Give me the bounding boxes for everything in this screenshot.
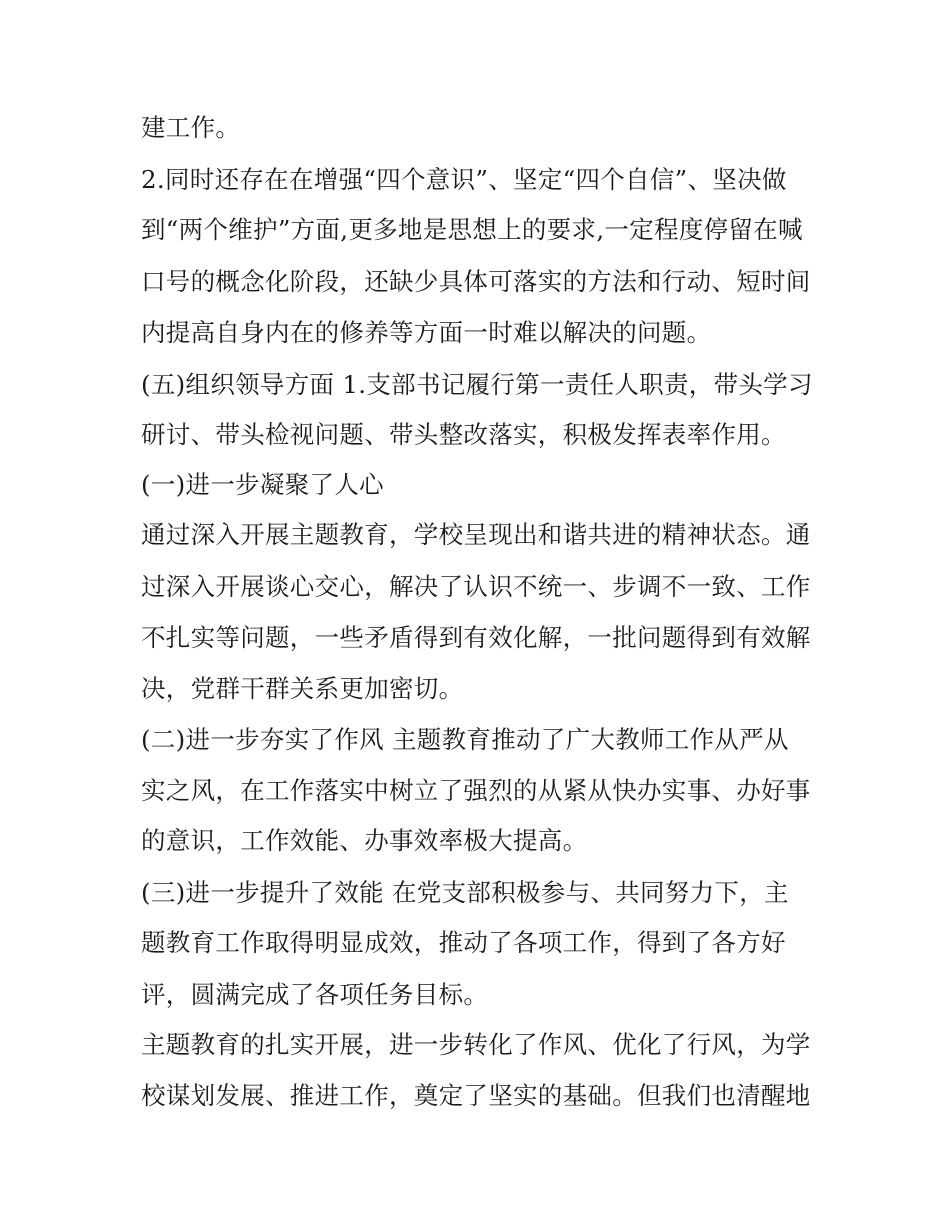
text-line: 到“两个维护”方面,更多地是思想上的要求,一定程度停留在喊	[141, 215, 803, 244]
text-line: 校谋划发展、推进工作，奠定了坚实的基础。但我们也清醒地	[141, 1081, 811, 1110]
text-line: 建工作。	[141, 113, 241, 142]
text-line: 的意识，工作效能、办事效率极大提高。	[141, 826, 588, 855]
text-line: 2.同时还存在在增强“四个意识”、坚定“四个自信”、坚决做	[141, 165, 787, 194]
text-line: 评，圆满完成了各项任务目标。	[141, 980, 489, 1009]
text-line: 过深入开展谈心交心，解决了认识不统一、步调不一致、工作	[141, 572, 811, 601]
text-line: 决，党群干群关系更加密切。	[141, 674, 464, 703]
text-line: 不扎实等问题，一些矛盾得到有效化解，一批问题得到有效解	[141, 623, 811, 652]
text-line: 研讨、带头检视问题、带头整改落实，积极发挥表率作用。	[141, 420, 786, 449]
text-line: 通过深入开展主题教育，学校呈现出和谐共进的精神状态。通	[141, 520, 811, 549]
text-line: 主题教育的扎实开展，进一步转化了作风、优化了行风，为学	[141, 1030, 811, 1059]
text-line: (三)进一步提升了效能 在党支部积极参与、共同努力下，主	[141, 878, 789, 907]
text-line: (二)进一步夯实了作风 主题教育推动了广大教师工作从严从	[141, 725, 789, 754]
text-line: 实之风，在工作落实中树立了强烈的从紧从快办实事、办好事	[141, 776, 811, 805]
text-line: 题教育工作取得明显成效，推动了各项工作，得到了各方好	[141, 928, 786, 957]
text-line: (一)进一步凝聚了人心	[141, 470, 384, 499]
text-line: 口号的概念化阶段，还缺少具体可落实的方法和行动、短时间	[141, 267, 811, 296]
text-line: (五)组织领导方面 1.支部书记履行第一责任人职责，带头学习	[141, 370, 813, 399]
text-line: 内提高自身内在的修养等方面一时难以解决的问题。	[141, 318, 712, 347]
